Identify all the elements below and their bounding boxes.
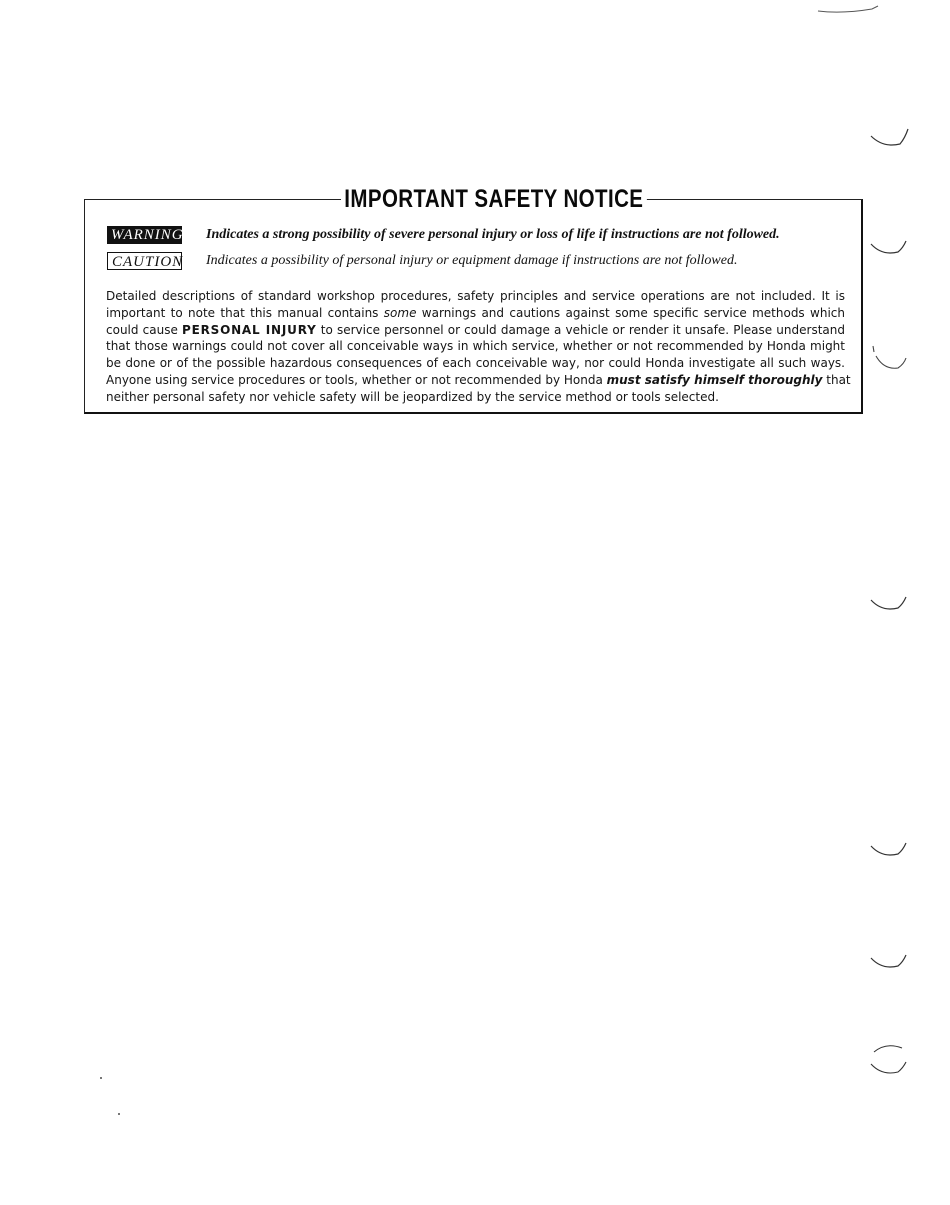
binder-hole-mark-2 bbox=[868, 236, 913, 266]
body-line bbox=[106, 338, 845, 355]
body-text: Anyone using service procedures or tools, whether or not recommended by Honda bbox=[106, 372, 607, 387]
binder-hole-mark-1 bbox=[868, 124, 913, 154]
emphasis-must-satisfy: must satisfy himself thoroughly bbox=[606, 372, 823, 387]
warning-badge: WARNING bbox=[107, 226, 182, 244]
warning-definition: Indicates a strong possibility of severe personal injury or loss of life if instructions are not followed. bbox=[206, 227, 780, 242]
body-text: to service personnel or could damage a vehicle or render it unsafe. Please understand bbox=[316, 322, 845, 337]
body-line bbox=[106, 322, 845, 339]
body-text: that those warnings could not cover all conceivable ways in which service, whether or not recommended by Honda might bbox=[106, 339, 845, 354]
body-line bbox=[106, 355, 845, 372]
body-text: warnings and cautions against some specific service methods which bbox=[416, 305, 845, 320]
body-text: Detailed descriptions of standard workshop procedures, safety principles and service operations are not included. It is bbox=[106, 289, 845, 303]
body-text: important to note that this manual contains bbox=[106, 305, 384, 320]
notice-title: IMPORTANT SAFETY NOTICE bbox=[341, 183, 647, 215]
body-text: could cause bbox=[106, 322, 183, 337]
body-text: be done or of the possible hazardous consequences of each conceivable way, nor could Honda investigate all such ways. bbox=[106, 356, 845, 371]
notice-body-paragraph bbox=[106, 288, 851, 406]
body-text: that bbox=[822, 372, 851, 387]
body-line bbox=[106, 372, 851, 389]
emphasis-some: some bbox=[383, 305, 417, 320]
binder-hole-mark-6 bbox=[868, 950, 913, 980]
body-line bbox=[106, 305, 845, 322]
emphasis-personal-injury: PERSONAL INJURY bbox=[182, 322, 317, 337]
body-text: neither personal safety nor vehicle safety will be jeopardized by the service method or tools selected. bbox=[106, 389, 719, 404]
binder-hole-mark-4 bbox=[868, 592, 913, 622]
caution-badge: CAUTION bbox=[107, 252, 182, 270]
caution-row bbox=[107, 252, 738, 270]
warning-row bbox=[107, 226, 780, 244]
scan-speck bbox=[118, 1113, 120, 1115]
body-line bbox=[106, 389, 845, 406]
scan-mark-top bbox=[812, 0, 882, 16]
binder-hole-mark-5 bbox=[868, 838, 913, 868]
binder-hole-mark-7 bbox=[868, 1036, 913, 1086]
body-line bbox=[106, 288, 845, 305]
binder-hole-mark-3 bbox=[868, 342, 913, 376]
caution-definition: Indicates a possibility of personal injury or equipment damage if instructions are not followed. bbox=[206, 253, 738, 268]
scan-speck bbox=[100, 1077, 102, 1079]
